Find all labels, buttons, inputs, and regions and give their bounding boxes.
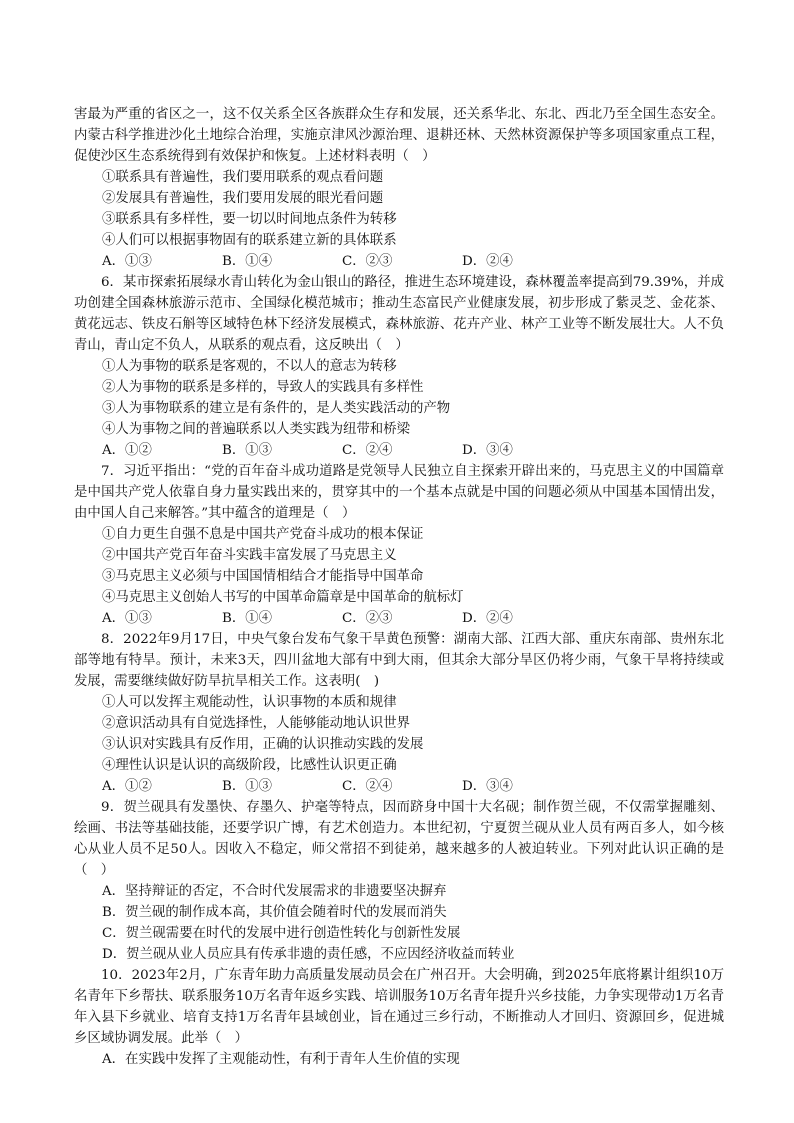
question-10 — [74, 965, 724, 1070]
option-3: ③人为事物联系的建立是有条件的，是人类实践活动的产物 — [102, 401, 451, 416]
question-7 — [74, 461, 724, 629]
choice-b[interactable]: B．贺兰砚的制作成本高，其价值会随着时代的发展而消失 — [102, 905, 447, 920]
choice-d[interactable]: D．②④ — [462, 254, 513, 269]
choice-b[interactable]: B．①④ — [222, 254, 273, 269]
question-stem: 10．2023年2月，广东青年助力高质量发展动员会在广州召开。大会明确，到2025年底将累计组织10万名青年下乡帮扶、联系服务10万名青年返乡实践、培训服务10万名青年提升兴乡技能，力争实现带动1万名青年入县下乡就业、培育支持1万名青年县域创业，旨在通过三乡行动，不断推动人才回归、资源回乡，促进城乡区域协调发展。此举（ ） — [74, 968, 724, 1046]
option-4: ④人们可以根据事物固有的联系建立新的具体联系 — [102, 233, 397, 248]
question-stem: 6．某市探索拓展绿水青山转化为金山银山的路径，推进生态环境建设，森林覆盖率提高到79.39%，并成功创建全国森林旅游示范市、全国绿化模范城市；推动生态富民产业健康发展，初步形成了紫灵芝、金花茶、黄花远志、铁皮石斛等区域特色林下经济发展模式，森林旅游、花卉产业、林产工业等不断发展壮大。人不负青山，青山定不负人，从联系的观点看，这反映出（ ） — [74, 275, 724, 353]
choice-c[interactable]: C．②③ — [342, 611, 393, 626]
exam-page — [74, 104, 724, 1070]
option-2: ②意识活动具有自觉选择性，人能够能动地认识世界 — [102, 716, 410, 731]
choice-d[interactable]: D．③④ — [462, 443, 513, 458]
option-2: ②发展具有普遍性，我们要用发展的眼光看问题 — [102, 191, 384, 206]
choice-d[interactable]: D．贺兰砚从业人员应具有传承非遗的责任感，不应因经济收益而转业 — [102, 947, 515, 962]
choice-a[interactable]: A．在实践中发挥了主观能动性，有利于青年人生价值的实现 — [102, 1052, 460, 1067]
option-3: ③联系具有多样性，要一切以时间地点条件为转移 — [102, 212, 397, 227]
choice-c[interactable]: C．②③ — [342, 254, 393, 269]
question-stem: 9．贺兰砚具有发墨快、存墨久、护毫等特点，因而跻身中国十大名砚；制作贺兰砚，不仅需掌握雕刻、绘画、书法等基础技能，还要学识广博，有艺术创造力。本世纪初，宁夏贺兰砚从业人员有两百多人，如今核心从业人员不足50人。因收入不稳定，师父常招不到徒弟，越来越多的人被迫转业。下列对此认识正确的是（ ） — [74, 800, 724, 878]
choice-b[interactable]: B．①③ — [222, 443, 273, 458]
option-1: ①联系具有普遍性，我们要用联系的观点看问题 — [102, 170, 384, 185]
option-1: ①自力更生自强不息是中国共产党奋斗成功的根本保证 — [102, 527, 424, 542]
option-3: ③认识对实践具有反作用，正确的认识推动实践的发展 — [102, 737, 424, 752]
option-2: ②中国共产党百年奋斗实践丰富发展了马克思主义 — [102, 548, 397, 563]
question-stem: 7．习近平指出：“党的百年奋斗成功道路是党领导人民独立自主探索开辟出来的，马克思主义的中国篇章是中国共产党人依靠自身力量实践出来的，贯穿其中的一个基本点就是中国的问题必须从中国基本国情出发，由中国人自己来解答。”其中蕴含的道理是（ ） — [74, 464, 724, 521]
option-1: ①人可以发挥主观能动性，认识事物的本质和规律 — [102, 695, 397, 710]
option-4: ④马克思主义创始人书写的中国革命篇章是中国革命的航标灯 — [102, 590, 464, 605]
question-5-continued — [74, 104, 724, 272]
choice-c[interactable]: C．②④ — [342, 443, 393, 458]
answer-choices — [74, 776, 724, 797]
choice-b[interactable]: B．①④ — [222, 611, 273, 626]
answer-choices — [74, 608, 724, 629]
option-4: ④理性认识是认识的高级阶段，比感性认识更正确 — [102, 758, 397, 773]
choice-a[interactable]: A．坚持辩证的否定，不合时代发展需求的非遗要坚决摒弃 — [102, 884, 447, 899]
option-4: ④人为事物之间的普遍联系以人类实践为纽带和桥梁 — [102, 422, 410, 437]
choice-a[interactable]: A．①② — [102, 779, 152, 794]
question-9 — [74, 797, 724, 965]
answer-choices — [74, 440, 724, 461]
choice-b[interactable]: B．①③ — [222, 779, 273, 794]
choice-a[interactable]: A．①③ — [102, 611, 152, 626]
choice-d[interactable]: D．②④ — [462, 611, 513, 626]
choice-d[interactable]: D．③④ — [462, 779, 513, 794]
choice-c[interactable]: C．②④ — [342, 779, 393, 794]
option-3: ③马克思主义必须与中国国情相结合才能指导中国革命 — [102, 569, 424, 584]
question-stem: 害最为严重的省区之一，这不仅关系全区各族群众生存和发展，还关系华北、东北、西北乃至全国生态安全。内蒙古科学推进沙化土地综合治理，实施京津风沙源治理、退耕还林、天然林资源保护等多项国家重点工程，促使沙区生态系统得到有效保护和恢复。上述材料表明（ ） — [74, 107, 724, 164]
choice-c[interactable]: C．贺兰砚需要在时代的发展中进行创造性转化与创新性发展 — [102, 926, 461, 941]
question-8 — [74, 629, 724, 797]
answer-choices — [74, 251, 724, 272]
question-stem: 8．2022年9月17日，中央气象台发布气象干旱黄色预警：湖南大部、江西大部、重庆东南部、贵州东北部等地有特旱。预计，未来3天，四川盆地大部有中到大雨，但其余大部分旱区仍将少雨，气象干旱将持续或发展，需要继续做好防旱抗旱相关工作。这表明( ) — [74, 632, 724, 689]
option-1: ①人为事物的联系是客观的，不以人的意志为转移 — [102, 359, 397, 374]
question-6 — [74, 272, 724, 461]
choice-a[interactable]: A．①② — [102, 443, 152, 458]
option-2: ②人为事物的联系是多样的，导致人的实践具有多样性 — [102, 380, 424, 395]
choice-a[interactable]: A．①③ — [102, 254, 152, 269]
